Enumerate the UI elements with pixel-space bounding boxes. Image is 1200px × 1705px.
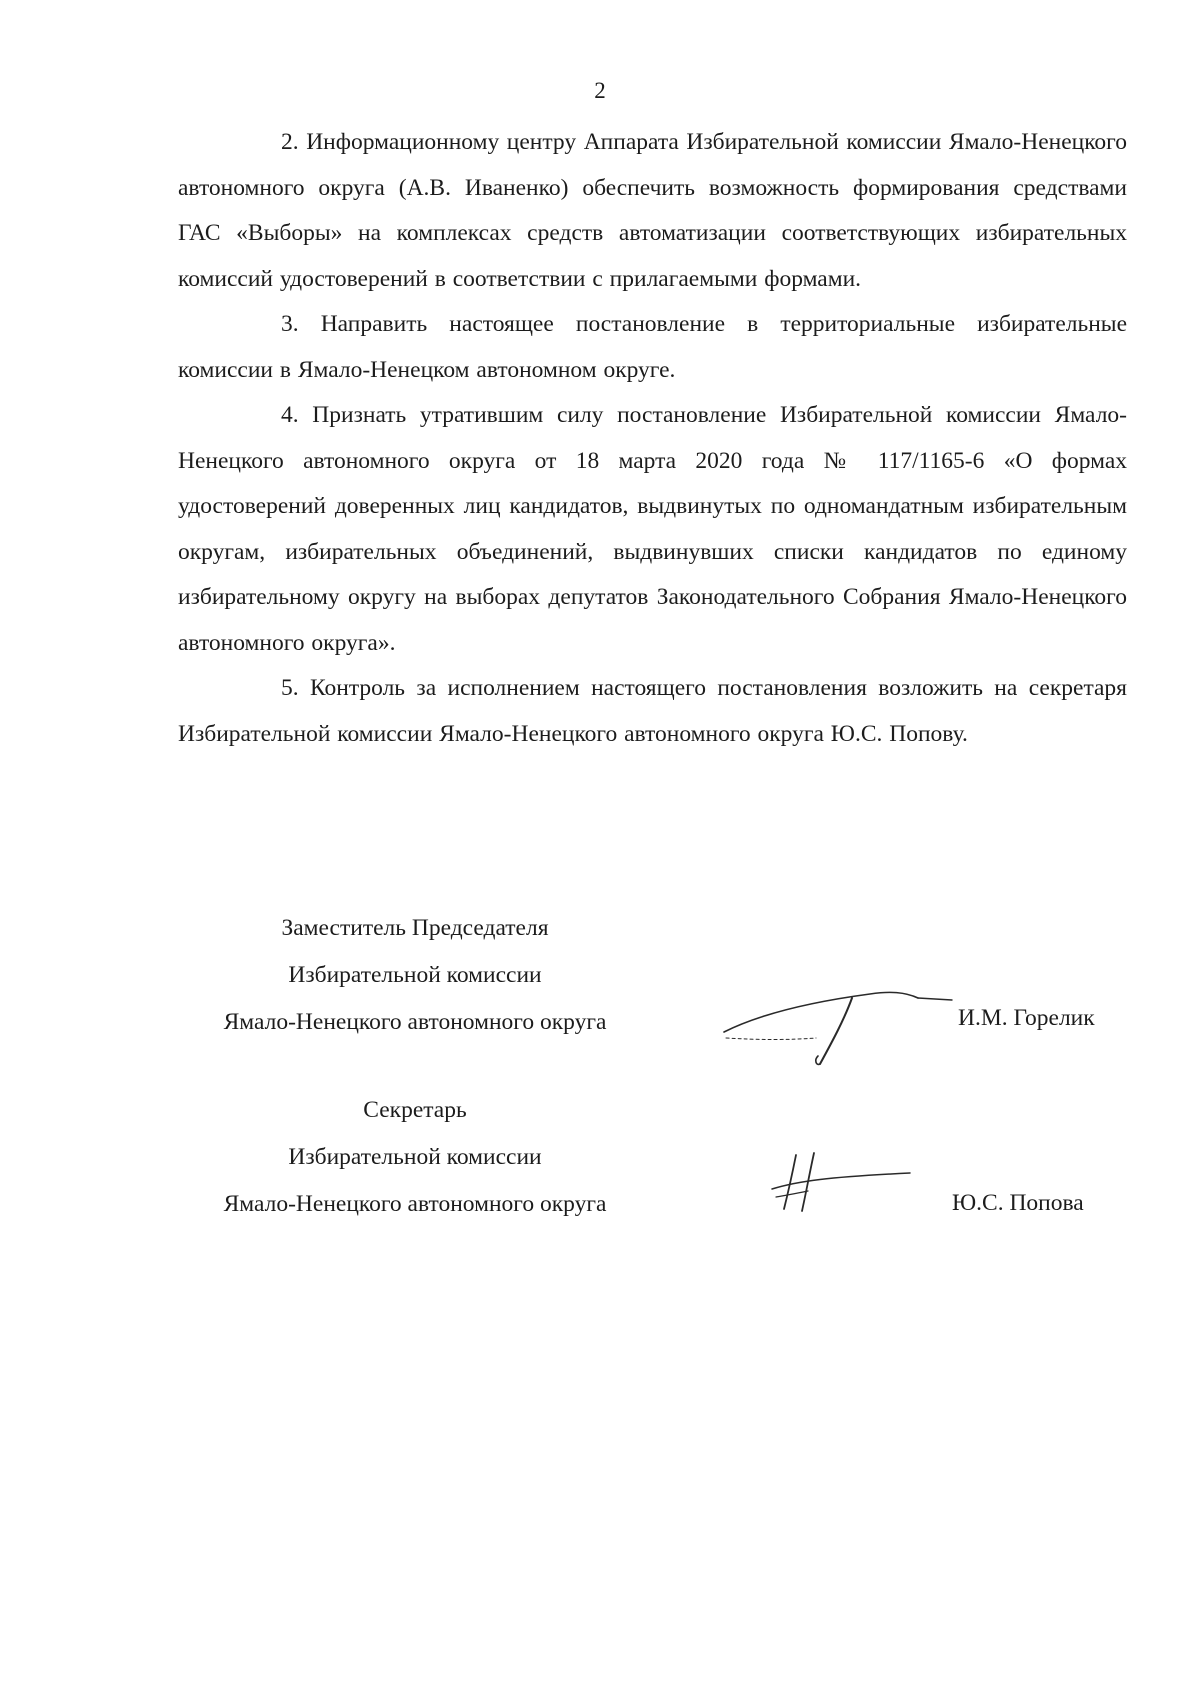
signatory-title-line: Ямало-Ненецкого автономного округа (223, 1191, 607, 1217)
paragraph-item-2: 2. Информационному центру Аппарата Избирательной комиссии Ямало-Ненецкого автономного округа (А.В. Иваненко) обеспечить возможность формирования средствами ГАС «Выборы» на комплексах средств автоматизации соответствующих избирательных комиссий удостоверений в соответствии с прилагаемыми формами. (178, 129, 1127, 292)
signatory-title-line: Ямало-Ненецкого автономного округа (223, 1009, 607, 1035)
signatory-name: Ю.С. Попова (952, 1190, 1084, 1216)
signatory-title-line: Избирательной комиссии (288, 1144, 542, 1170)
signatory-title-line: Избирательной комиссии (288, 962, 542, 988)
paragraph-item-3: 3. Направить настоящее постановление в территориальные избирательные комиссии в Ямало-Ненецком автономном округе. (178, 311, 1127, 383)
signatory-title-line: Заместитель Председателя (281, 915, 549, 941)
handwritten-signature-gorelik (720, 980, 960, 1070)
signature-block-deputy-chairman (0, 905, 1200, 1055)
signatory-title (175, 1087, 655, 1228)
document-body (178, 120, 1127, 757)
signatory-name: И.М. Горелик (958, 1005, 1095, 1031)
signatory-title-line: Секретарь (363, 1097, 467, 1123)
signatory-title (175, 905, 655, 1046)
page-number: 2 (594, 78, 606, 103)
handwritten-signature-popova (768, 1149, 918, 1219)
paragraph-item-4: 4. Признать утратившим силу постановление Избирательной комиссии Ямало-Ненецкого автономного округа от 18 марта 2020 года № 117/1165-6 «О формах удостоверений доверенных лиц кандидатов, выдвинутых по одномандатным избирательным округам, избирательных объединений, выдвинувших списки кандидатов по единому избирательному округу на выборах депутатов Законодательного Собрания Ямало-Ненецкого автономного округа». (178, 402, 1127, 656)
signature-block-secretary (0, 1087, 1200, 1237)
paragraph-item-5: 5. Контроль за исполнением настоящего постановления возложить на секретаря Избирательной комиссии Ямало-Ненецкого автономного округа Ю.С. Попову. (178, 675, 1127, 747)
